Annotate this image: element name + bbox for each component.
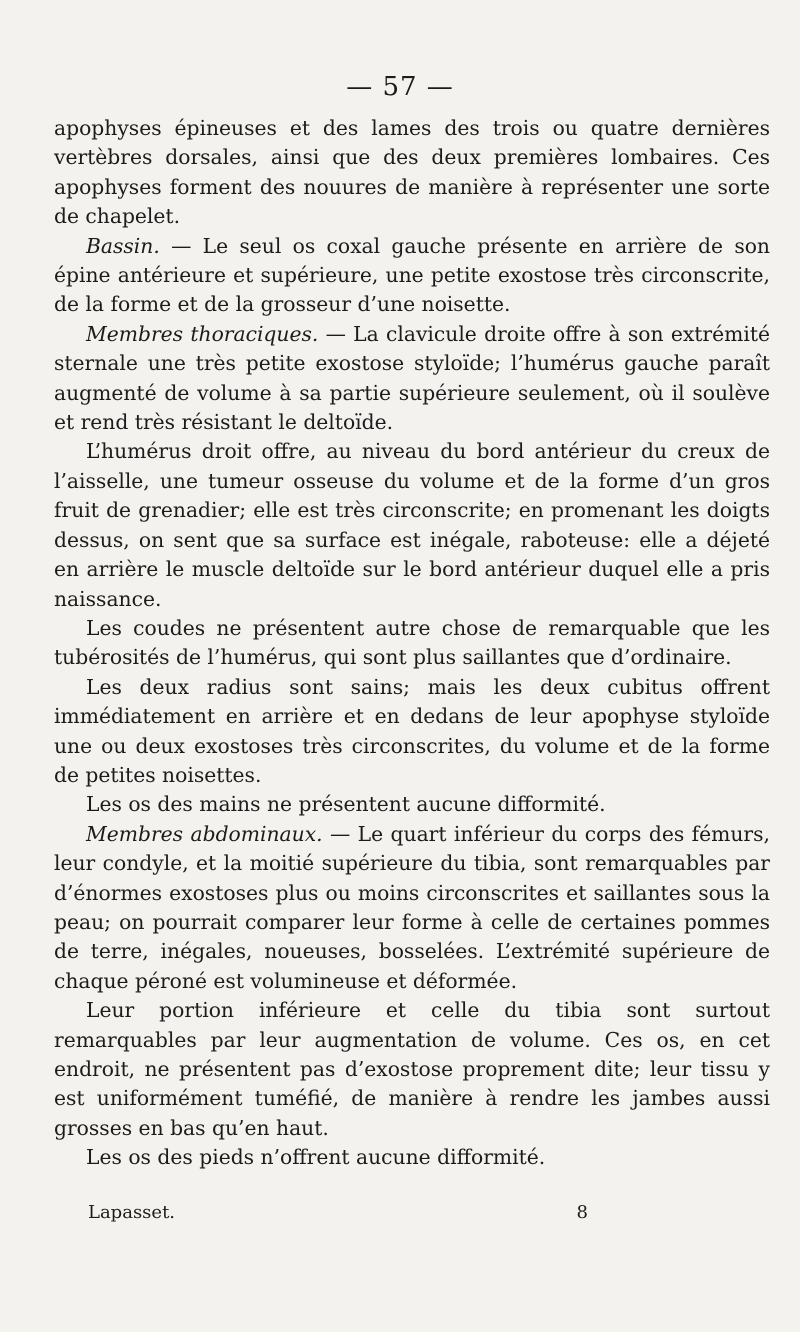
- paragraph-membres-thoraciques: [54, 320, 770, 438]
- paragraph-bassin: [54, 232, 770, 320]
- page-footer: [88, 1202, 588, 1223]
- section-heading: Membres abdominaux.: [86, 821, 323, 846]
- paragraph-text: — Le quart inférieur du corps des fémurs, leur condyle, et la moitié supérieure du tibia, sont remarquables par d’énormes exostoses plus ou moins circonscrites et saillantes sous la peau; on pourrait comparer leur forme à celle de certaines pommes de terre, inégales, noueuses, bosselées. L’extrémité supérieure de chaque péroné est volumineuse et déformée.: [54, 821, 770, 993]
- paragraph: [54, 996, 770, 1143]
- section-heading: Membres thoraciques.: [86, 321, 319, 346]
- paragraph: [54, 114, 770, 232]
- paragraph-text: Leur portion inférieure et celle du tibia sont surtout remarquables par leur augmentation de volume. Ces os, en cet endroit, ne présentent pas d’exostose proprement dite; leur tissu y est uniformément tuméfié, de manière à rendre les jambes aussi grosses en bas qu’en haut.: [54, 998, 770, 1140]
- paragraph: [54, 437, 770, 613]
- paragraph-text: Les os des pieds n’offrent aucune difformité.: [86, 1145, 546, 1170]
- paragraph: [54, 1143, 770, 1172]
- paragraph-text: L’humérus droit offre, au niveau du bord antérieur du creux de l’aisselle, une tumeur osseuse du volume et de la forme d’un gros fruit de grenadier; elle est très circonscrite; en promenant les doigts dessus, on sent que sa surface est inégale, raboteuse: elle a déjeté en arrière le muscle deltoïde sur le bord antérieur duquel elle a pris naissance.: [54, 439, 770, 611]
- paragraph-text: Les os des mains ne présentent aucune difformité.: [86, 792, 606, 817]
- paragraph: [54, 673, 770, 791]
- paragraph: [54, 790, 770, 819]
- paragraph-text: apophyses épineuses et des lames des trois ou quatre dernières vertèbres dorsales, ainsi que des deux premières lombaires. Ces apophyses forment des nouures de manière à représenter une sorte de chapelet.: [54, 116, 770, 229]
- paragraph: [54, 614, 770, 673]
- paragraph-text: — La clavicule droite offre à son extrémité sternale une très petite exostose styloïde; l’humérus gauche paraît augmenté de volume à sa partie supérieure seulement, où il soulève et rend très résistant le deltoïde.: [54, 321, 770, 435]
- footer-author: Lapasset.: [88, 1202, 176, 1223]
- paragraph-text: — Le seul os coxal gauche présente en arrière de son épine antérieure et supérieure, une petite exostose très circonscrite, de la forme et de la grosseur d’une noisette.: [54, 233, 770, 317]
- paragraph-text: Les deux radius sont sains; mais les deux cubitus offrent immédiatement en arrière et en dedans de leur apophyse styloïde une ou deux exostoses très circonscrites, du volume et de la forme de petites noisettes.: [54, 674, 770, 787]
- paragraph-text: Les coudes ne présentent autre chose de remarquable que les tubérosités de l’humérus, qui sont plus saillantes que d’ordinaire.: [54, 615, 770, 670]
- section-heading: Bassin.: [86, 233, 160, 258]
- body-text: [54, 114, 770, 1173]
- footer-signature-mark: 8: [576, 1202, 588, 1223]
- page-number: — 57 —: [346, 72, 454, 102]
- paragraph-membres-abdominaux: [54, 820, 770, 996]
